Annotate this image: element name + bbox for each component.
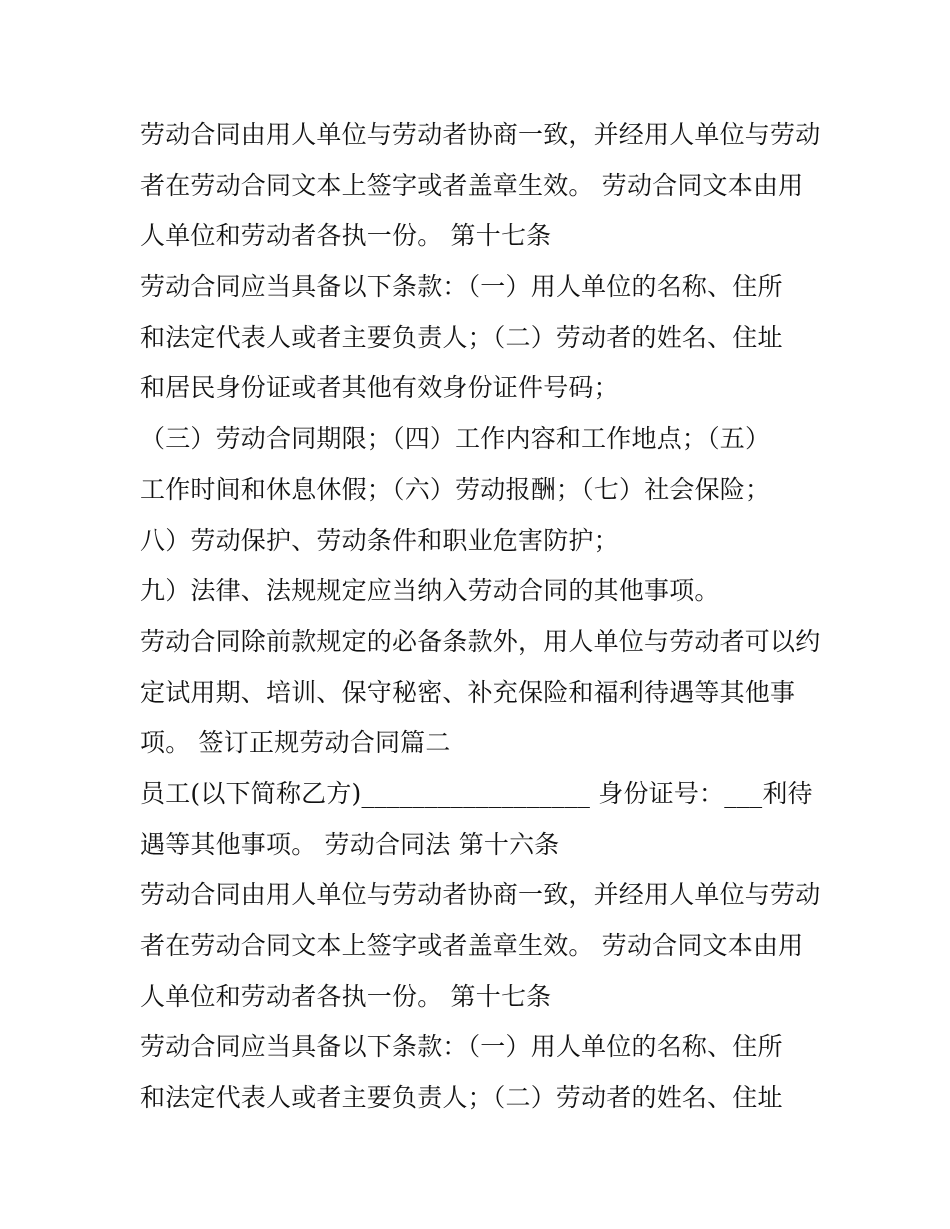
text-line-13: 项。 签订正规劳动合同篇二	[140, 728, 451, 758]
text-line-18: 人单位和劳动者各执一份。 第十七条	[140, 981, 552, 1011]
text-line-17: 者在劳动合同文本上签字或者盖章生效。 劳动合同文本由用	[140, 931, 804, 960]
text-line-6: 和居民身份证或者其他有效身份证件号码；	[140, 373, 619, 403]
text-line-20: 和法定代表人或者主要负责人；（二）劳动者的姓名、住址	[140, 1083, 783, 1113]
text-line-8: 工作时间和休息休假；（六）劳动报酬；（七）社会保险；	[140, 474, 771, 504]
text-line-3: 人单位和劳动者各执一份。 第十七条	[140, 221, 552, 251]
text-line-11: 劳动合同除前款规定的必备条款外，用人单位与劳动者可以约	[140, 626, 821, 656]
text-line-10: 九）法律、法规规定应当纳入劳动合同的其他事项。	[140, 576, 720, 606]
text-line-15: 遇等其他事项。 劳动合同法 第十六条	[140, 829, 560, 859]
text-line-1: 劳动合同由用人单位与劳动者协商一致，并经用人单位与劳动	[140, 120, 821, 149]
text-line-19: 劳动合同应当具备以下条款：（一）用人单位的名称、住所	[140, 1032, 783, 1062]
text-line-16: 劳动合同由用人单位与劳动者协商一致，并经用人单位与劳动	[140, 880, 821, 910]
text-line-7: （三）劳动合同期限；（四）工作内容和工作地点；（五）	[140, 424, 771, 454]
text-line-12: 定试用期、培训、保守秘密、补充保险和福利待遇等其他事	[140, 677, 796, 707]
text-line-5: 和法定代表人或者主要负责人；（二）劳动者的姓名、住址	[140, 322, 783, 352]
text-line-9: 八）劳动保护、劳动条件和职业危害防护；	[140, 525, 619, 555]
text-line-2: 者在劳动合同文本上签字或者盖章生效。 劳动合同文本由用	[140, 170, 804, 200]
document-body	[140, 110, 820, 1124]
text-line-4: 劳动合同应当具备以下条款：（一）用人单位的名称、住所	[140, 272, 783, 302]
text-line-14: 员工(以下简称乙方)__________________ 身份证号：___利待	[140, 778, 813, 808]
